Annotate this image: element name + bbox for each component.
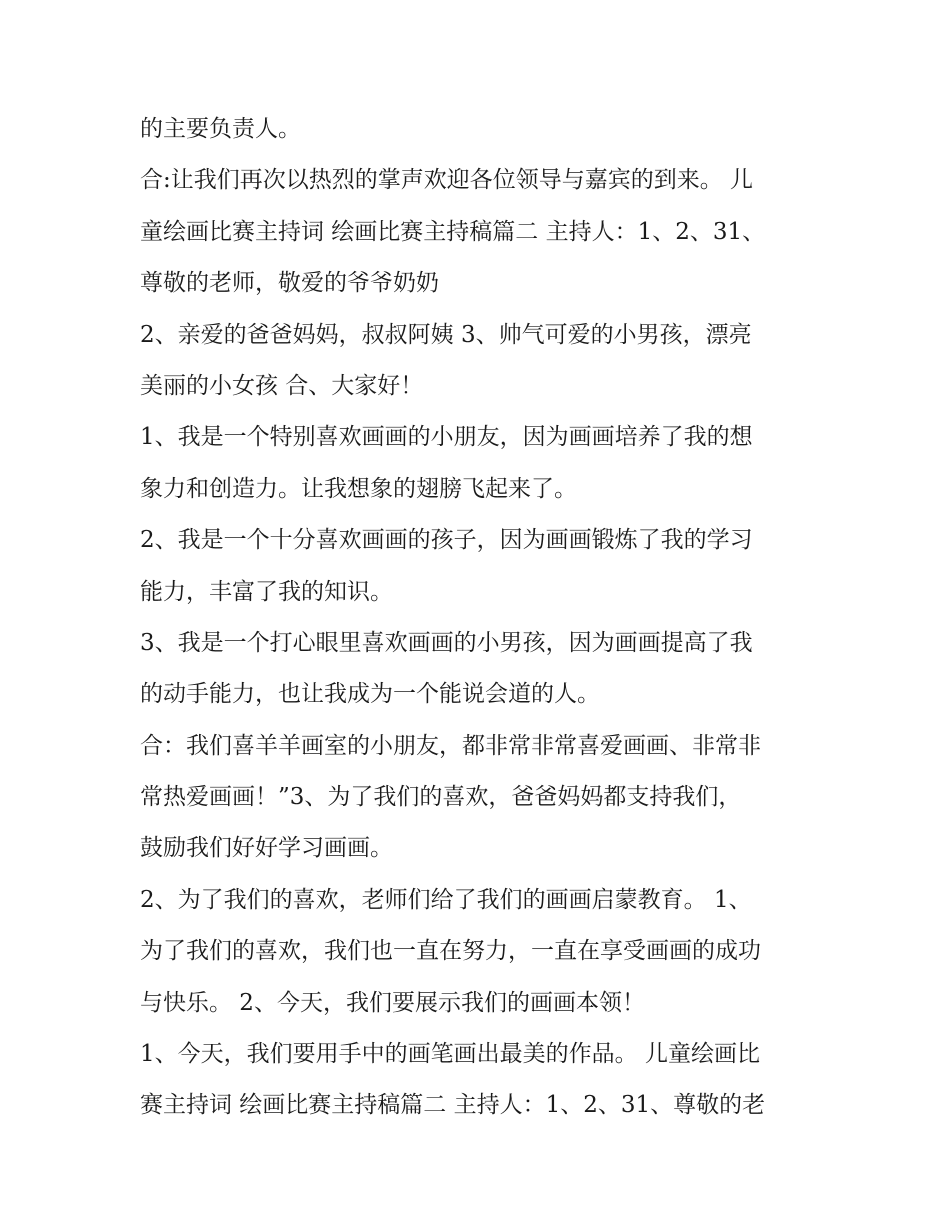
text-line: 常热爱画画！”3、为了我们的喜欢，爸爸妈妈都支持我们， [140,784,742,811]
text-line: 鼓励我们好好学习画画。 [140,835,393,862]
text-line: 象力和创造力。让我想象的翅膀飞起来了。 [140,475,577,502]
document-body [140,106,840,1134]
text-line: 2、我是一个十分喜欢画画的孩子，因为画画锻炼了我的学习 [140,527,753,554]
text-line: 与快乐。 2、今天，我们要展示我们的画画本领！ [140,989,645,1016]
text-line: 1、我是一个特别喜欢画画的小朋友，因为画画培养了我的想 [140,424,753,451]
text-line: 童绘画比赛主持词 绘画比赛主持稿篇二 主持人：1、2、31、 [140,218,766,245]
text-line: 尊敬的老师，敬爱的爷爷奶奶 [140,270,439,297]
text-line: 3、我是一个打心眼里喜欢画画的小男孩，因为画画提高了我 [140,629,753,656]
text-line: 合:让我们再次以热烈的掌声欢迎各位领导与嘉宾的到来。 儿 [140,167,754,194]
text-line: 合：我们喜羊羊画室的小朋友，都非常非常喜爱画画、非常非 [140,732,761,759]
text-line: 1、今天，我们要用手中的画笔画出最美的作品。 儿童绘画比 [140,1041,760,1068]
text-line: 能力，丰富了我的知识。 [140,578,393,605]
text-line: 的主要负责人。 [140,116,301,142]
text-line: 2、亲爱的爸爸妈妈，叔叔阿姨 3、帅气可爱的小男孩，漂亮 [140,321,752,348]
text-line: 美丽的小女孩 合、大家好！ [140,372,424,399]
text-line: 的动手能力，也让我成为一个能说会道的人。 [140,681,600,708]
text-line: 2、为了我们的喜欢，老师们给了我们的画画启蒙教育。 1、 [140,886,752,913]
text-line: 赛主持词 绘画比赛主持稿篇二 主持人：1、2、31、尊敬的老 [140,1092,766,1119]
text-line: 为了我们的喜欢，我们也一直在努力，一直在享受画画的成功 [140,938,761,965]
